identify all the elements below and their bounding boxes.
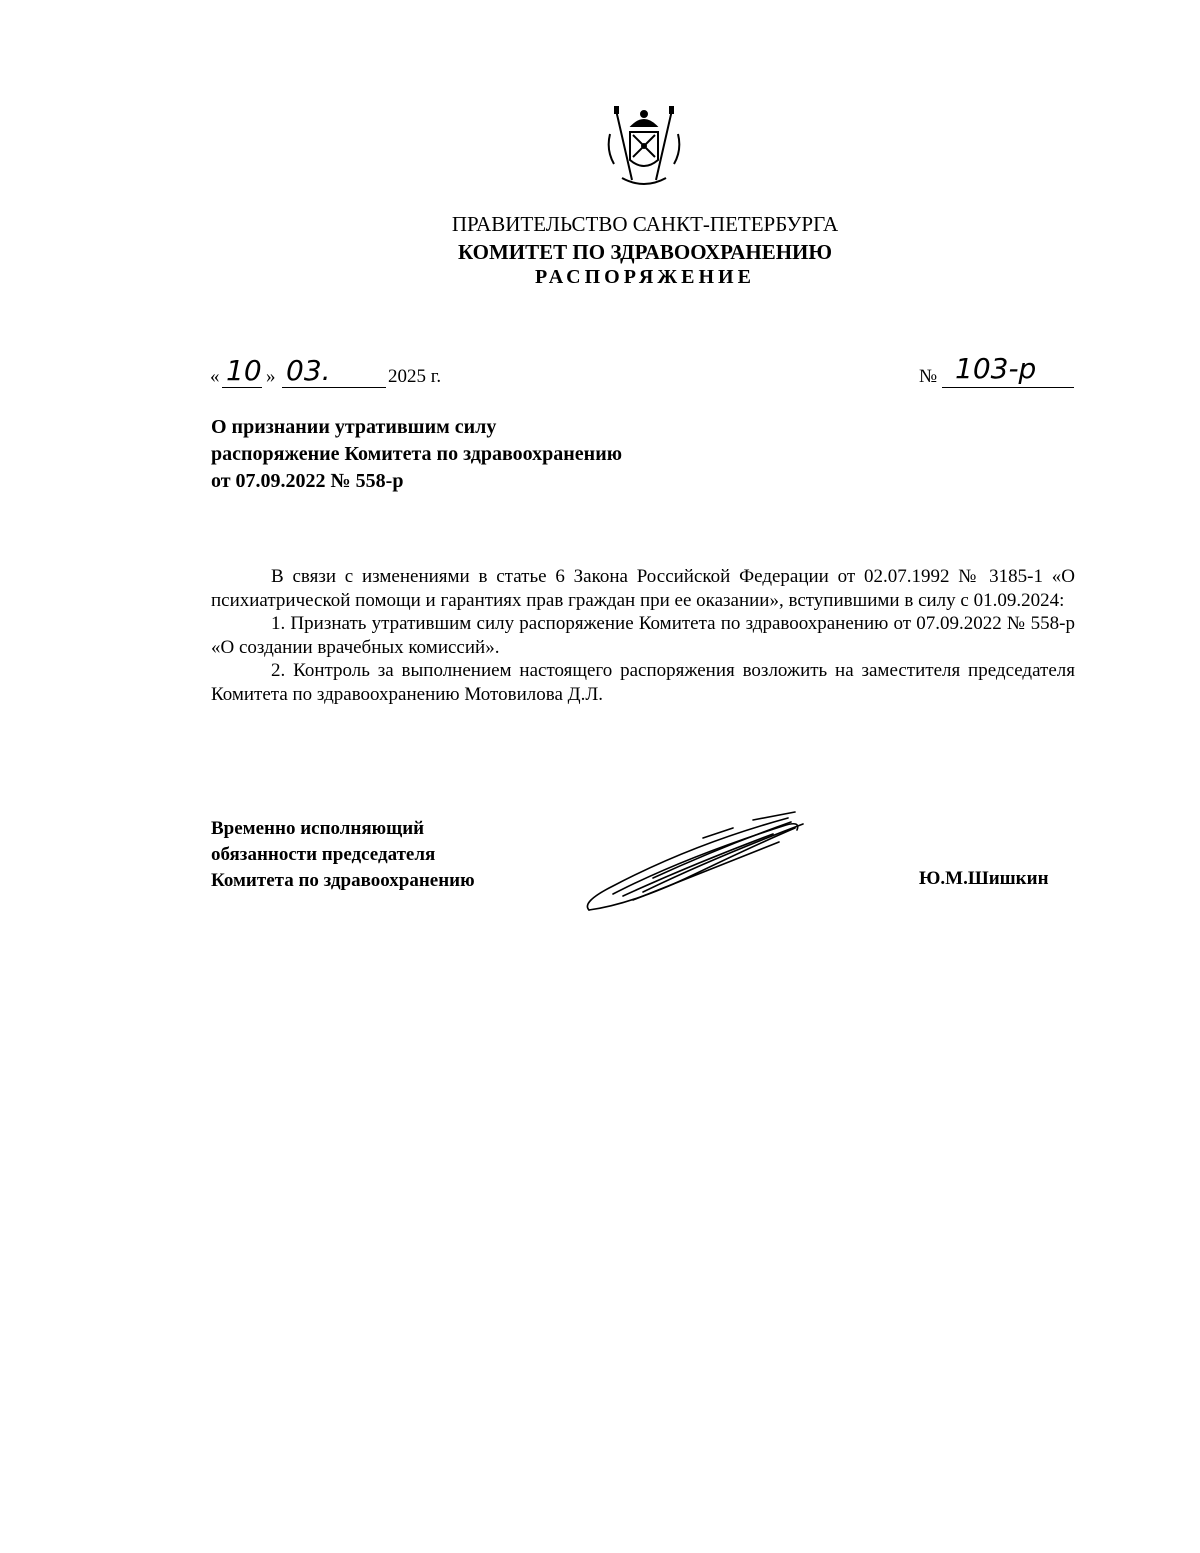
- signatory-position: [211, 816, 475, 894]
- date-close-quote: »: [266, 366, 276, 387]
- document-title: [211, 414, 622, 495]
- date-open-quote: «: [210, 366, 220, 387]
- title-line: О признании утратившим силу: [211, 416, 497, 438]
- document-number: 103-р: [955, 352, 1037, 385]
- number-underline: [942, 387, 1074, 388]
- coat-of-arms-emblem: [602, 104, 686, 190]
- signatory-name: Ю.М.Шишкин: [919, 868, 1049, 889]
- title-line: от 07.09.2022 № 558-р: [211, 470, 404, 492]
- document-type: РАСПОРЯЖЕНИЕ: [535, 266, 755, 288]
- date-year: 2025 г.: [388, 366, 442, 387]
- position-line: обязанности председателя: [211, 844, 436, 865]
- number-sign: №: [919, 366, 938, 387]
- committee-name: КОМИТЕТ ПО ЗДРАВООХРАНЕНИЮ: [457, 240, 833, 264]
- position-line: Комитета по здравоохранению: [211, 870, 475, 891]
- handwritten-signature: [583, 806, 808, 918]
- position-line: Временно исполняющий: [211, 818, 425, 839]
- date-day-underline: [222, 387, 262, 388]
- body-paragraph: 1. Признать утратившим силу распоряжение Комитета по здравоохранению от 07.09.2022 № 558-р «О создании врачебных комиссий».: [211, 613, 1075, 658]
- body-paragraph: В связи с изменениями в статье 6 Закона Российской Федерации от 02.07.1992 № 3185-1 «О психиатрической помощи и гарантиях прав граждан при ее оказании», вступившими в силу с 01.09.2024:: [211, 566, 1075, 611]
- body-paragraph: 2. Контроль за выполнением настоящего распоряжения возложить на заместителя председателя Комитета по здравоохранению Мотовилова Д.Л.: [211, 660, 1075, 705]
- date-month: 03.: [286, 354, 331, 387]
- date-day: 10: [226, 354, 262, 387]
- government-name: ПРАВИТЕЛЬСТВО САНКТ-ПЕТЕРБУРГА: [451, 212, 839, 236]
- title-line: распоряжение Комитета по здравоохранению: [211, 443, 623, 465]
- document-body: [211, 565, 1075, 706]
- date-month-underline: [282, 387, 386, 388]
